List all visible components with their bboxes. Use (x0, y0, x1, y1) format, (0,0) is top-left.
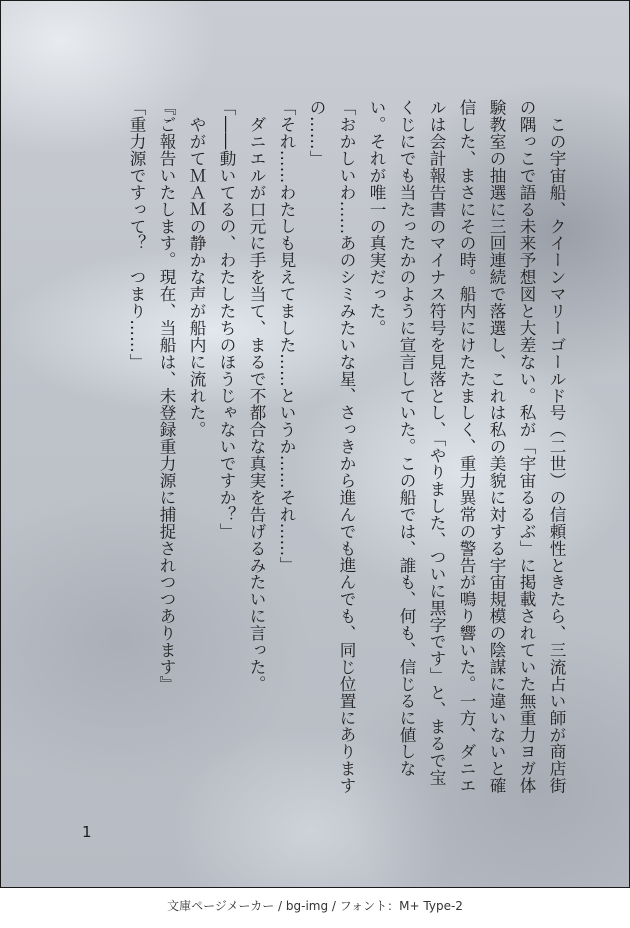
paragraph: 「おかしいわ……あのシミみたいな星、さっきから進んでも進んでも、同じ位置にありますの……」 (307, 99, 356, 794)
paragraph: 「重力源ですって？ つまり……」 (127, 99, 146, 371)
paragraph: 「それ……わたしも見えてました……というか……それ……」 (277, 99, 296, 574)
paragraph: 『ご報告いたします。現在、当船は、未登録重力源に捕捉されつつあります』 (157, 99, 176, 693)
paragraph: この宇宙船、クイーンマリーゴールド号（二世）の信頼性ときたら、三流占い師が商店街の隅っこで語る未来予想図と大差ない。私が「宇宙るるぶ」に掲載されていた無重力ヨガ体験教室の抽選に三回連続で落選し、これは私の美貌に対する宇宙規模の陰謀に違いないと確信した、まさにその時。船内にけたたましく、重力異常の警告が鳴り響いた。一方、ダニエルは会計報告書のマイナス符号を見落とし、「やりました、ついに黒字です」と、まるで宝くじにでも当たったかのように宣言していた。この船では、誰も、何も、信じるに値しない。それが唯一の真実だった。 (367, 99, 566, 794)
vertical-text-block (121, 99, 571, 799)
footer-credit: 文庫ページメーカー / bg-img / フォント：M+ Type-2 (167, 899, 463, 913)
paragraph: ダニエルが口元に手を当て、まるで不都合な真実を告げるみたいに言った。 (247, 99, 266, 693)
paragraph: 「――動いてるの、わたしたちのほうじゃないですか？」 (217, 99, 236, 540)
paragraph: やがてＭＡＭの静かな声が船内に流れた。 (187, 99, 206, 438)
page-number: 1 (82, 823, 92, 841)
